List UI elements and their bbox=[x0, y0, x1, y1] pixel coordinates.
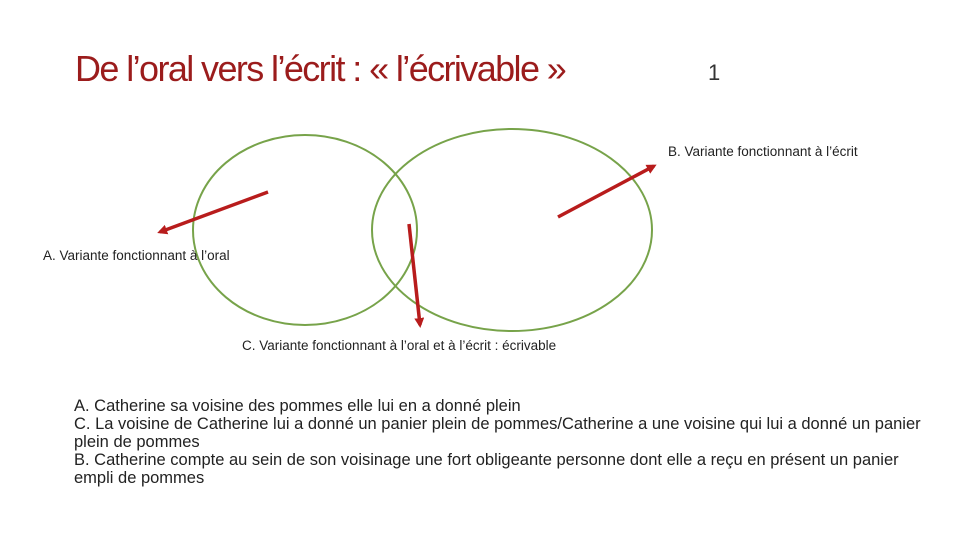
ecrit-circle bbox=[372, 129, 652, 331]
slide-title: De l’oral vers l’écrit : « l’écrivable » bbox=[75, 48, 566, 89]
label-variant-c: C. Variante fonctionnant à l’oral et à l’écrit : écrivable bbox=[242, 338, 557, 353]
example-c: C. La voisine de Catherine lui a donné un panier plein de pommes/Catherine a une voisine qui lui a donné un panier plein de pommes bbox=[74, 415, 921, 451]
arrow-b bbox=[558, 166, 654, 217]
slide-number: 1 bbox=[708, 60, 721, 85]
oral-circle bbox=[193, 135, 417, 325]
examples-list bbox=[74, 397, 929, 487]
example-b: B. Catherine compte au sein de son voisinage une fort obligeante personne dont elle a reçu en présent un panier empli de pommes bbox=[74, 451, 899, 487]
label-variant-b: B. Variante fonctionnant à l’écrit bbox=[668, 144, 858, 159]
example-a: A. Catherine sa voisine des pommes elle lui en a donné plein bbox=[74, 397, 521, 415]
arrow-a bbox=[160, 192, 268, 232]
arrow-c bbox=[409, 224, 420, 325]
label-variant-a: A. Variante fonctionnant à l’oral bbox=[43, 248, 230, 263]
